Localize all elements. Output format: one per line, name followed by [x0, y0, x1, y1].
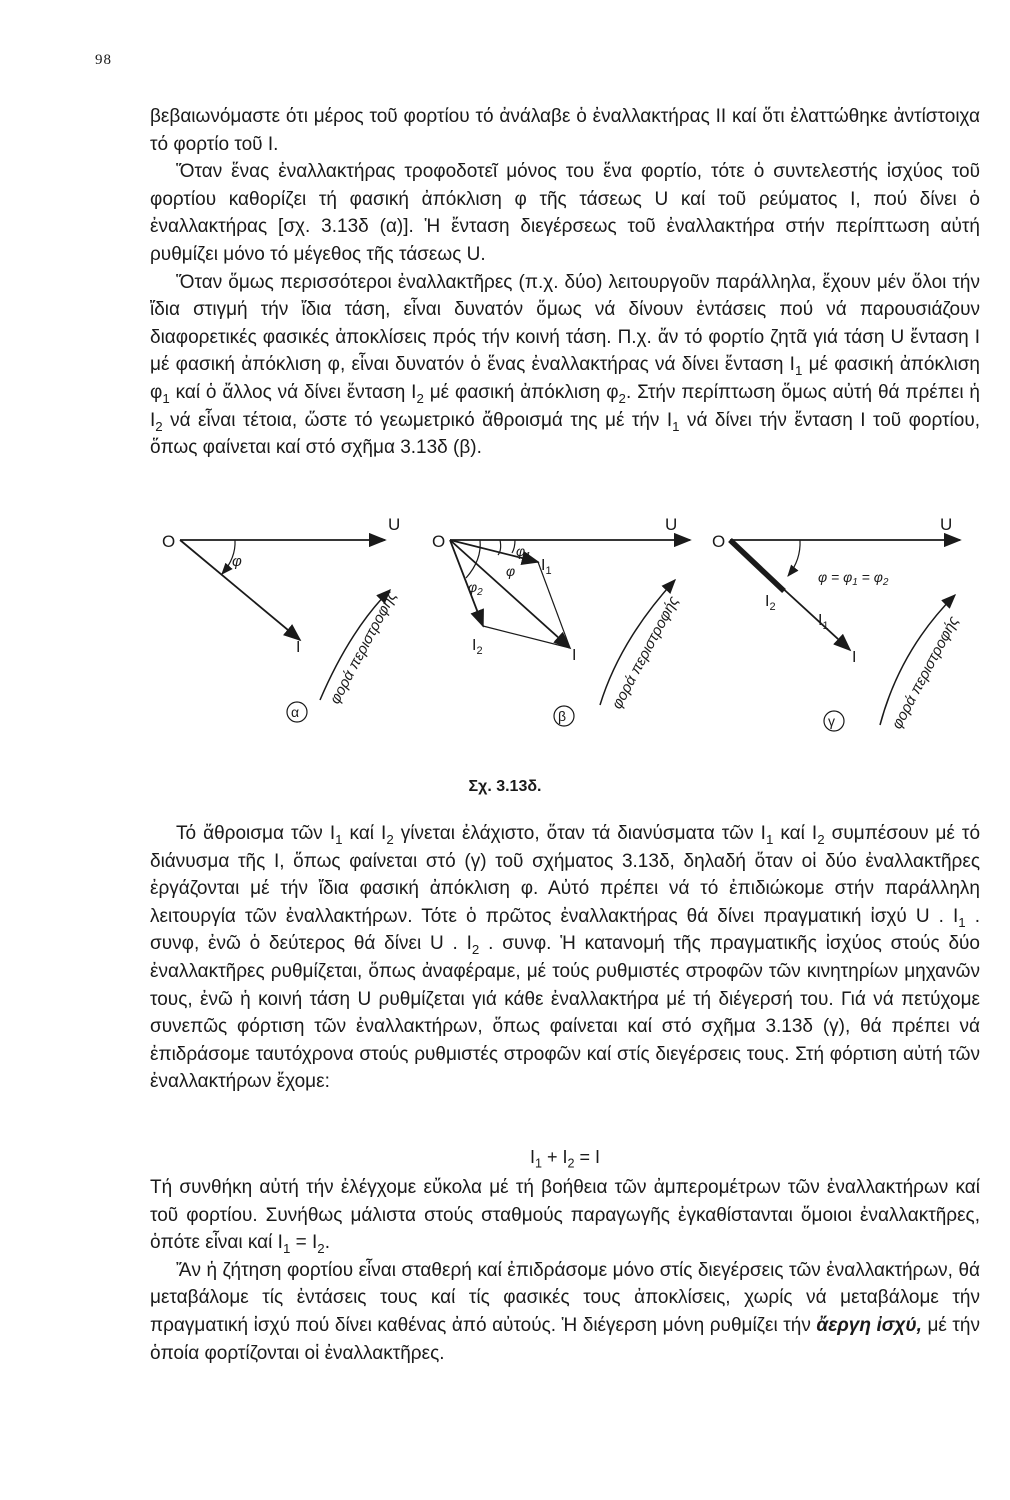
- label-i1-c-sub: 1: [822, 620, 829, 632]
- label-panel-c: γ: [828, 713, 835, 729]
- p3-part: καί ὁ ἄλλος νά δίνει ἔνταση Ι: [169, 381, 417, 403]
- p4-part: καί Ι: [773, 823, 818, 844]
- label-i1-b-letter: I: [541, 557, 546, 574]
- parallelogram-side-1: [538, 562, 570, 648]
- p4-part: Τό ἄθροισμα τῶν Ι: [176, 823, 336, 844]
- label-direction-b: φορά περιστροφής: [608, 593, 683, 712]
- label-i-c: I: [852, 649, 857, 666]
- label-phi-b: φ: [506, 563, 516, 579]
- label-phi-equal-sub2: 2: [882, 577, 889, 588]
- label-phi-a: φ: [232, 553, 242, 570]
- p3-part: μέ φασική ἀπόκλιση φ: [423, 381, 619, 403]
- paragraph-1: βεβαιωνόμαστε ότι μέρος τοῦ φορτίου τό ἀνάλαβε ὁ ἐναλλακτήρας ΙΙ καί ὅτι ἐλαττώθηκε ἀντίστοιχα τό φορτίο τοῦ Ι.: [150, 106, 980, 155]
- subscript: 1: [958, 914, 966, 930]
- subscript: 1: [282, 1240, 291, 1256]
- p5-part: = Ι: [290, 1232, 318, 1254]
- subscript: 2: [386, 831, 394, 847]
- label-o-c: O: [712, 532, 726, 551]
- figure-caption: Σχ. 3.13δ.: [468, 778, 542, 795]
- vector-i2-c: [730, 540, 784, 591]
- label-u-a: U: [388, 515, 401, 534]
- p6-part: μέ τήν ὁποία φορτίζονται οἱ ἐναλλακτῆρες.: [150, 1314, 980, 1364]
- label-phi-equal-main: φ = φ: [818, 569, 853, 585]
- subscript: 1: [162, 390, 170, 406]
- label-phi2-b-sub: 2: [477, 587, 483, 598]
- label-i2-b-sub: 2: [476, 645, 483, 657]
- label-phi-equal-sub1: 1: [852, 577, 858, 588]
- subscript: 1: [794, 363, 803, 379]
- label-phi-equal-c: [818, 569, 889, 588]
- label-u-c: U: [940, 515, 953, 534]
- text-block-middle: [150, 820, 980, 1096]
- paragraph-3: [150, 269, 980, 462]
- subscript: 2: [817, 831, 825, 847]
- label-i-b: I: [572, 647, 577, 664]
- p5-part: Τή συνθήκη αὐτή τήν ἐλέγχομε εὔκολα μέ τή βοήθεια τῶν ἀμπερομέτρων τῶν ἐναλλακτήρων καί τοῦ φορτίου. Συνήθως μάλιστα στούς σταθμούς παραγωγῆς ἐγκαθίστανται ὅμοιοι ἐναλλακτῆρες, ὁπότε εἶναι καί Ι: [150, 1177, 980, 1254]
- page-number: 98: [95, 52, 112, 68]
- subscript: 2: [567, 1156, 575, 1171]
- paragraph-6: [150, 1257, 980, 1367]
- label-phi-equal-rest: = φ: [857, 569, 883, 585]
- label-direction-a: φορά περιστροφής: [326, 588, 401, 707]
- label-panel-b: β: [558, 708, 567, 724]
- label-phi1-b-letter: φ: [516, 543, 526, 559]
- phi-arc-c: [788, 540, 800, 576]
- phi1-arc-b: [512, 540, 515, 553]
- label-o-b: O: [432, 532, 446, 551]
- label-i2-c-letter: I: [765, 593, 770, 610]
- subscript: 2: [317, 1240, 325, 1256]
- subscript: 1: [534, 1156, 542, 1171]
- paragraph-5: [150, 1174, 980, 1257]
- formula-part: + Ι: [541, 1147, 568, 1167]
- label-i1-c: [818, 612, 829, 632]
- p6-part: Ἄν ἡ ζήτηση φορτίου εἶναι σταθερή καί ἐπιδράσομε μόνο στίς διεγέρσεις τῶν ἐναλλακτήρων, θά μεταβάλομε τίς ἐντάσεις τους καί τίς φασικές τους ἀποκλίσεις, χωρίς νά μεταβάλομε τήν πραγματική ἰσχύ πού δίνει καθένας ἀπό αὐτούς. Ἡ διέγερση μόνη ρυθμίζει τήν: [150, 1259, 980, 1336]
- label-i-a: I: [296, 639, 301, 656]
- subscript: 2: [155, 418, 163, 434]
- subscript: 2: [471, 942, 480, 958]
- p5-part: .: [324, 1232, 330, 1254]
- formula-current-sum: [150, 1147, 980, 1171]
- p4-part: συμπέσουν μέ τό διάνυσμα τῆς Ι, ὅπως φαίνεται στό (γ) τοῦ σχήματος 3.13δ, δηλαδή ὅταν οἱ δύο ἐναλλακτῆρες ἐργάζονται μέ τήν ἴδια φασική ἀπόκλιση φ. Αὐτό πρέπει νά τό ἐπιδιώκομε στήν παράλληλη λειτουργία τῶν ἐναλλακτήρων. Τότε ὁ πρῶτος ἐναλλακτήρας θά δίνει πραγματική ἰσχύ U . Ι: [150, 823, 981, 927]
- formula-part: Ι: [529, 1147, 535, 1167]
- text-block-top: [150, 103, 980, 462]
- subscript: 1: [765, 831, 774, 847]
- label-i1-c-letter: I: [818, 612, 823, 629]
- formula-part: = Ι: [574, 1147, 601, 1167]
- reactive-power-term: ἄεργη ἰσχύ,: [816, 1314, 922, 1336]
- p3-part: Ὅταν ὅμως περισσότεροι ἐναλλακτῆρες (π.χ. δύο) λειτουργοῦν παράλληλα, ἔχουν μέν ὅλοι τήν ἴδια στιγμή τήν ἴδια τάση, εἶναι δυνατόν ὅμως νά δίνουν ἐντάσεις πού νά παρουσιάζουν διαφορετικές φασικές ἀποκλίσεις πρός τήν κοινή τάση. Π.χ. ἄν τό φορτίο ζητᾶ γιά τάση U ἔνταση Ι μέ φασική ἀπόκλιση φ, εἶναι δυνατόν ὁ ἕνας ἐναλλακτήρας νά δίνει ἔνταση Ι: [150, 271, 980, 376]
- label-phi2-b-letter: φ: [468, 579, 478, 595]
- p3-part: μέ φασική ἀπόκλιση φ: [150, 354, 981, 403]
- p3-part: . Στήν περίπτωση ὅμως αὐτή θά πρέπει ἡ Ι: [150, 381, 980, 431]
- subscript: 1: [672, 418, 680, 434]
- label-i2-c-sub: 2: [769, 601, 776, 613]
- label-i2-b-letter: I: [472, 637, 477, 654]
- p4-part: . συνφ. Ἡ κατανομή τῆς πραγματικῆς ἰσχύος στούς δύο ἐναλλακτῆρες ρυθμίζεται, ὅπως ἀναφέραμε, μέ τούς ρυθμιστές στροφῶν τῶν κινητηρίων μηχανῶν τους, ἐνῶ ἡ κοινή τάση U ρυθμίζεται γιά κάθε ἐναλλακτήρα μέ τή διέγερσή του. Γιά νά πετύχομε συνεπῶς φόρτιση τῶν ἐναλλακτήρων, ὅπως φαίνεται καί στό σχῆμα 3.13δ (γ), θά πρέπει νά ἐπιδράσομε ταυτόχρονα στούς ρυθμιστές στροφῶν καί στίς διεγέρσεις τους. Στή φόρτιση αὐτή τῶν ἐναλλακτήρων ἔχομε:: [150, 933, 980, 1093]
- vector-i2-b: [450, 540, 483, 626]
- label-i2-b: [472, 637, 483, 657]
- label-direction-c: φορά περιστροφής: [888, 613, 963, 732]
- paragraph-2: Ὅταν ἕνας ἐναλλακτήρας τροφοδοτεῖ μόνος του ἕνα φορτίο, τότε ὁ συντελεστής ἰσχύος τοῦ φορτίου καθορίζει τή φασική ἀπόκλιση φ τῆς τάσεως U καί τοῦ ρεύματος Ι, πού δίνει ὁ ἐναλλακτήρας [σχ. 3.13δ (α)]. Ἡ ἔνταση διεγέρσεως τοῦ ἐναλλακτήρα στήν περίπτωση αὐτή ρυθμίζει μόνο τό μέγεθος τῆς τάσεως U.: [150, 161, 980, 265]
- label-panel-a: α: [291, 704, 300, 720]
- subscript: 2: [416, 390, 424, 406]
- figure-3-13d: [0, 500, 1010, 800]
- label-o-a: O: [162, 532, 176, 551]
- subscript: 1: [335, 831, 343, 847]
- paragraph-4: [150, 820, 980, 1096]
- subscript: 2: [618, 390, 626, 406]
- text-block-bottom: [150, 1174, 980, 1367]
- label-u-b: U: [665, 515, 678, 534]
- p4-part: καί Ι: [342, 823, 387, 844]
- label-i1-b-sub: 1: [545, 565, 552, 577]
- label-i2-c: [765, 593, 776, 613]
- p4-part: . συνφ, ἐνῶ ὁ δεύτερος θά δίνει U . Ι: [150, 905, 980, 955]
- p3-part: νά εἶναι τέτοια, ὥστε τό γεωμετρικό ἄθροισμά της μέ τήν Ι: [162, 409, 673, 431]
- label-phi1-b-sub: 1: [525, 551, 531, 562]
- p3-part: νά δίνει τήν ἔνταση Ι τοῦ φορτίου, ὅπως φαίνεται καί στό σχῆμα 3.13δ (β).: [150, 409, 980, 459]
- p4-part: γίνεται ἐλάχιστο, ὅταν τά διανύσματα τῶν Ι: [393, 823, 766, 844]
